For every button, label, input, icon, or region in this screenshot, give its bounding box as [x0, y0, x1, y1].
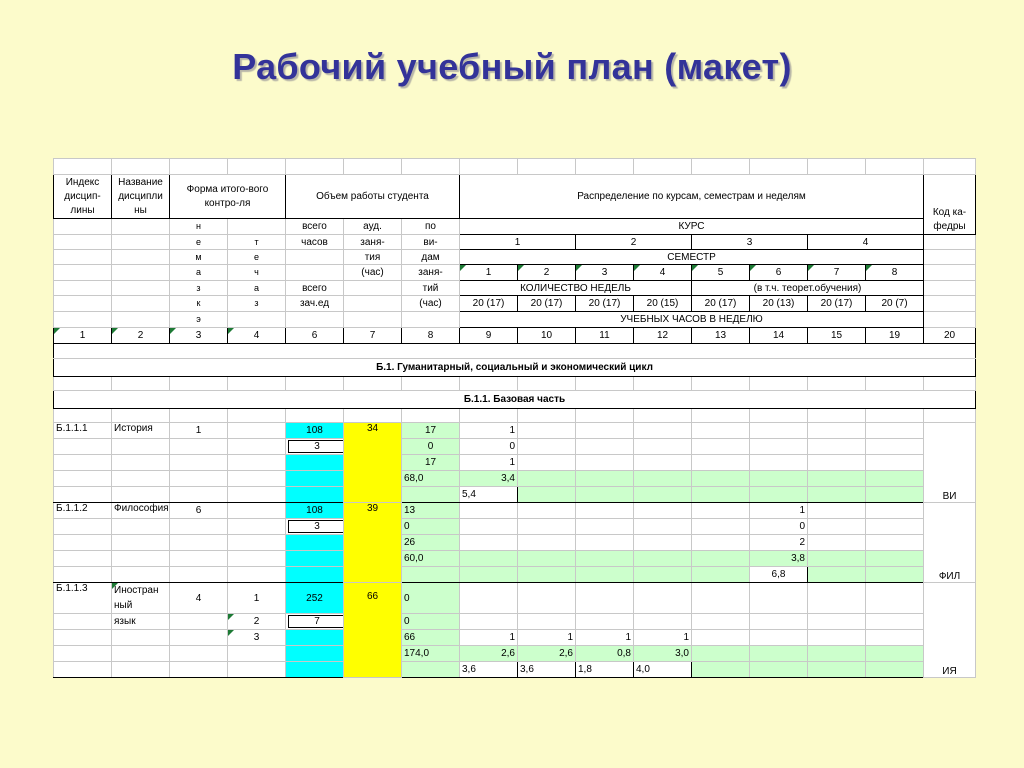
- hours-by-type: 66: [402, 630, 460, 646]
- vol-ind-label: (час): [402, 296, 460, 312]
- section-row: [54, 391, 976, 409]
- total-hours: 108: [286, 423, 344, 439]
- discipline-index: Б.1.1.1: [54, 423, 112, 439]
- hours-by-type: 0: [402, 439, 460, 455]
- grid-row: [54, 159, 976, 175]
- column-number: 14: [750, 328, 808, 344]
- weekly-hours: 3,6: [518, 662, 576, 678]
- vol-ind-label: дам: [402, 250, 460, 265]
- header-row: [54, 265, 976, 281]
- header-row: [54, 235, 976, 250]
- weeks-value: 20 (17): [808, 296, 866, 312]
- weeks-value: 20 (17): [576, 296, 634, 312]
- semester-value: 2,6: [518, 646, 576, 662]
- hours-by-type: 13: [402, 503, 460, 519]
- vol-ind-label: по: [402, 219, 460, 235]
- hours-per-week-label: УЧЕБНЫХ ЧАСОВ В НЕДЕЛЮ: [460, 312, 924, 328]
- semester-number: 5: [692, 265, 750, 281]
- course-number: 4: [808, 235, 924, 250]
- weeks-value: 20 (17): [518, 296, 576, 312]
- course-number: 2: [576, 235, 692, 250]
- credit-letter: з: [228, 296, 286, 312]
- dept-code: ФИЛ: [924, 503, 976, 583]
- weekly-hours: 5,4: [460, 487, 518, 503]
- weekly-hours: 6,8: [750, 567, 808, 583]
- credit-letter: ч: [228, 265, 286, 281]
- exam-semester: 1: [170, 423, 228, 439]
- discipline-index: Б.1.1.2: [54, 503, 112, 519]
- weekly-class-hours: 1: [634, 630, 692, 646]
- header-row: [54, 250, 976, 265]
- semester-number: 3: [576, 265, 634, 281]
- table-row: [54, 583, 976, 614]
- spacer-row: [54, 377, 976, 391]
- column-number: 11: [576, 328, 634, 344]
- hours-by-type: 17: [402, 423, 460, 439]
- column-number: 8: [402, 328, 460, 344]
- header-name: Название дисципли ны: [112, 175, 170, 219]
- exam-letter: м: [170, 250, 228, 265]
- header-index: Индекс дисцип-лины: [54, 175, 112, 219]
- header-row: [54, 296, 976, 312]
- column-number: 10: [518, 328, 576, 344]
- table-row: [54, 662, 976, 678]
- weekly-hours: 1,8: [576, 662, 634, 678]
- vol-total-label: всего: [286, 219, 344, 235]
- semester-value: 3,4: [460, 471, 518, 487]
- column-number: 9: [460, 328, 518, 344]
- table-row: [54, 630, 976, 646]
- vol-aud-label: тия: [344, 250, 402, 265]
- credit-semester: 2: [228, 614, 286, 630]
- weeks-value: 20 (15): [634, 296, 692, 312]
- spacer-row: [54, 344, 976, 359]
- discipline-name: Философия: [112, 503, 170, 519]
- semester-number: 2: [518, 265, 576, 281]
- discipline-index: Б.1.1.3: [54, 583, 112, 614]
- discipline-name-cont: язык: [112, 614, 170, 630]
- hours-by-type: 0: [402, 583, 460, 614]
- header-volume: Объем работы студента: [286, 175, 460, 219]
- total-hours: 252: [286, 583, 344, 614]
- weeks-note-label: (в т.ч. теорет.обучения): [692, 281, 924, 296]
- column-number: 4: [228, 328, 286, 344]
- credit-semester: 1: [228, 583, 286, 614]
- semester-number: 4: [634, 265, 692, 281]
- exam-letter: а: [170, 265, 228, 281]
- dept-code: ИЯ: [924, 583, 976, 678]
- discipline-name: Иностран ный: [112, 583, 170, 614]
- section-row: [54, 359, 976, 377]
- vol-ind-label: тий: [402, 281, 460, 296]
- column-number: 15: [808, 328, 866, 344]
- vol-aud-label: ауд.: [344, 219, 402, 235]
- semester-value: 0: [460, 439, 518, 455]
- discipline-name: История: [112, 423, 170, 439]
- exam-letter: э: [170, 312, 228, 328]
- header-row: [54, 175, 976, 219]
- column-number: 13: [692, 328, 750, 344]
- course-number: 3: [692, 235, 808, 250]
- column-number: 3: [170, 328, 228, 344]
- vol-total-label: часов: [286, 235, 344, 250]
- semester-value: 1: [460, 455, 518, 471]
- vol-ind-label: заня-: [402, 265, 460, 281]
- table-row: [54, 614, 976, 630]
- spacer-row: [54, 409, 976, 423]
- hours-by-type: 17: [402, 455, 460, 471]
- hours-by-type: 0: [402, 614, 460, 630]
- semester-label: СЕМЕСТР: [460, 250, 924, 265]
- weeks-value: 20 (17): [460, 296, 518, 312]
- header-control: Форма итого-вого контро-ля: [170, 175, 286, 219]
- table-row: [54, 471, 976, 487]
- weeks-value: 20 (13): [750, 296, 808, 312]
- column-number: 19: [866, 328, 924, 344]
- vol-ind-label: ви-: [402, 235, 460, 250]
- vol-total-label: всего: [286, 281, 344, 296]
- vol-aud-label: заня-: [344, 235, 402, 250]
- credit-letter: т: [228, 235, 286, 250]
- semester-number: 7: [808, 265, 866, 281]
- credit-units: 7: [288, 615, 344, 628]
- weeks-count-label: КОЛИЧЕСТВО НЕДЕЛЬ: [460, 281, 692, 296]
- header-row: [54, 312, 976, 328]
- table-row: [54, 439, 976, 455]
- table-row: [54, 567, 976, 583]
- exam-letter: з: [170, 281, 228, 296]
- table-row: [54, 646, 976, 662]
- weeks-value: 20 (17): [692, 296, 750, 312]
- semester-value: 2,6: [460, 646, 518, 662]
- table-row: [54, 519, 976, 535]
- hours-by-type: 68,0: [402, 471, 460, 487]
- semester-value: 3,8: [750, 551, 808, 567]
- table-row: [54, 423, 976, 439]
- header-row: [54, 281, 976, 296]
- exam-semester: 4: [170, 583, 228, 614]
- vol-total-label: зач.ед: [286, 296, 344, 312]
- column-number: 7: [344, 328, 402, 344]
- semester-number: 1: [460, 265, 518, 281]
- column-number: 1: [54, 328, 112, 344]
- curriculum-spreadsheet: [53, 158, 975, 676]
- exam-letter: е: [170, 235, 228, 250]
- table-row: [54, 551, 976, 567]
- column-number: 2: [112, 328, 170, 344]
- semester-value: 2: [750, 535, 808, 551]
- table-row: [54, 503, 976, 519]
- exam-letter: н: [170, 219, 228, 235]
- semester-value: 1: [460, 423, 518, 439]
- table-row: [54, 455, 976, 471]
- semester-number: 6: [750, 265, 808, 281]
- column-number: 6: [286, 328, 344, 344]
- page-title: Рабочий учебный план (макет): [232, 46, 792, 87]
- exam-letter: к: [170, 296, 228, 312]
- curriculum-table: [53, 158, 976, 678]
- credit-letter: а: [228, 281, 286, 296]
- hours-by-type: 60,0: [402, 551, 460, 567]
- hours-by-type: 0: [402, 519, 460, 535]
- hours-by-type: 174,0: [402, 646, 460, 662]
- auditory-hours: 34: [344, 423, 402, 503]
- auditory-hours: 39: [344, 503, 402, 583]
- total-hours: 108: [286, 503, 344, 519]
- semester-value: 3,0: [634, 646, 692, 662]
- vol-aud-label: (час): [344, 265, 402, 281]
- weekly-hours: 3,6: [460, 662, 518, 678]
- dept-code: ВИ: [924, 423, 976, 503]
- credit-letter: е: [228, 250, 286, 265]
- section-base-title: Б.1.1. Базовая часть: [54, 391, 976, 409]
- semester-value: 0: [750, 519, 808, 535]
- header-row: [54, 219, 976, 235]
- auditory-hours: 66: [344, 583, 402, 678]
- weekly-class-hours: 1: [576, 630, 634, 646]
- credit-semester: 3: [228, 630, 286, 646]
- semester-value: 1: [750, 503, 808, 519]
- weekly-hours: 4,0: [634, 662, 692, 678]
- weekly-class-hours: 1: [518, 630, 576, 646]
- credit-units: 3: [288, 520, 344, 533]
- credit-units: 3: [288, 440, 344, 453]
- course-number: 1: [460, 235, 576, 250]
- section-cycle-title: Б.1. Гуманитарный, социальный и экономический цикл: [54, 359, 976, 377]
- header-dept-code: Код ка-федры: [924, 175, 976, 235]
- column-number: 20: [924, 328, 976, 344]
- table-row: [54, 487, 976, 503]
- column-numbers-row: [54, 328, 976, 344]
- semester-number: 8: [866, 265, 924, 281]
- table-row: [54, 535, 976, 551]
- weeks-value: 20 (7): [866, 296, 924, 312]
- weekly-class-hours: 1: [460, 630, 518, 646]
- semester-value: 0,8: [576, 646, 634, 662]
- column-number: 12: [634, 328, 692, 344]
- header-distribution: Распределение по курсам, семестрам и неделям: [460, 175, 924, 219]
- hours-by-type: 26: [402, 535, 460, 551]
- exam-semester: 6: [170, 503, 228, 519]
- course-label: КУРС: [460, 219, 924, 235]
